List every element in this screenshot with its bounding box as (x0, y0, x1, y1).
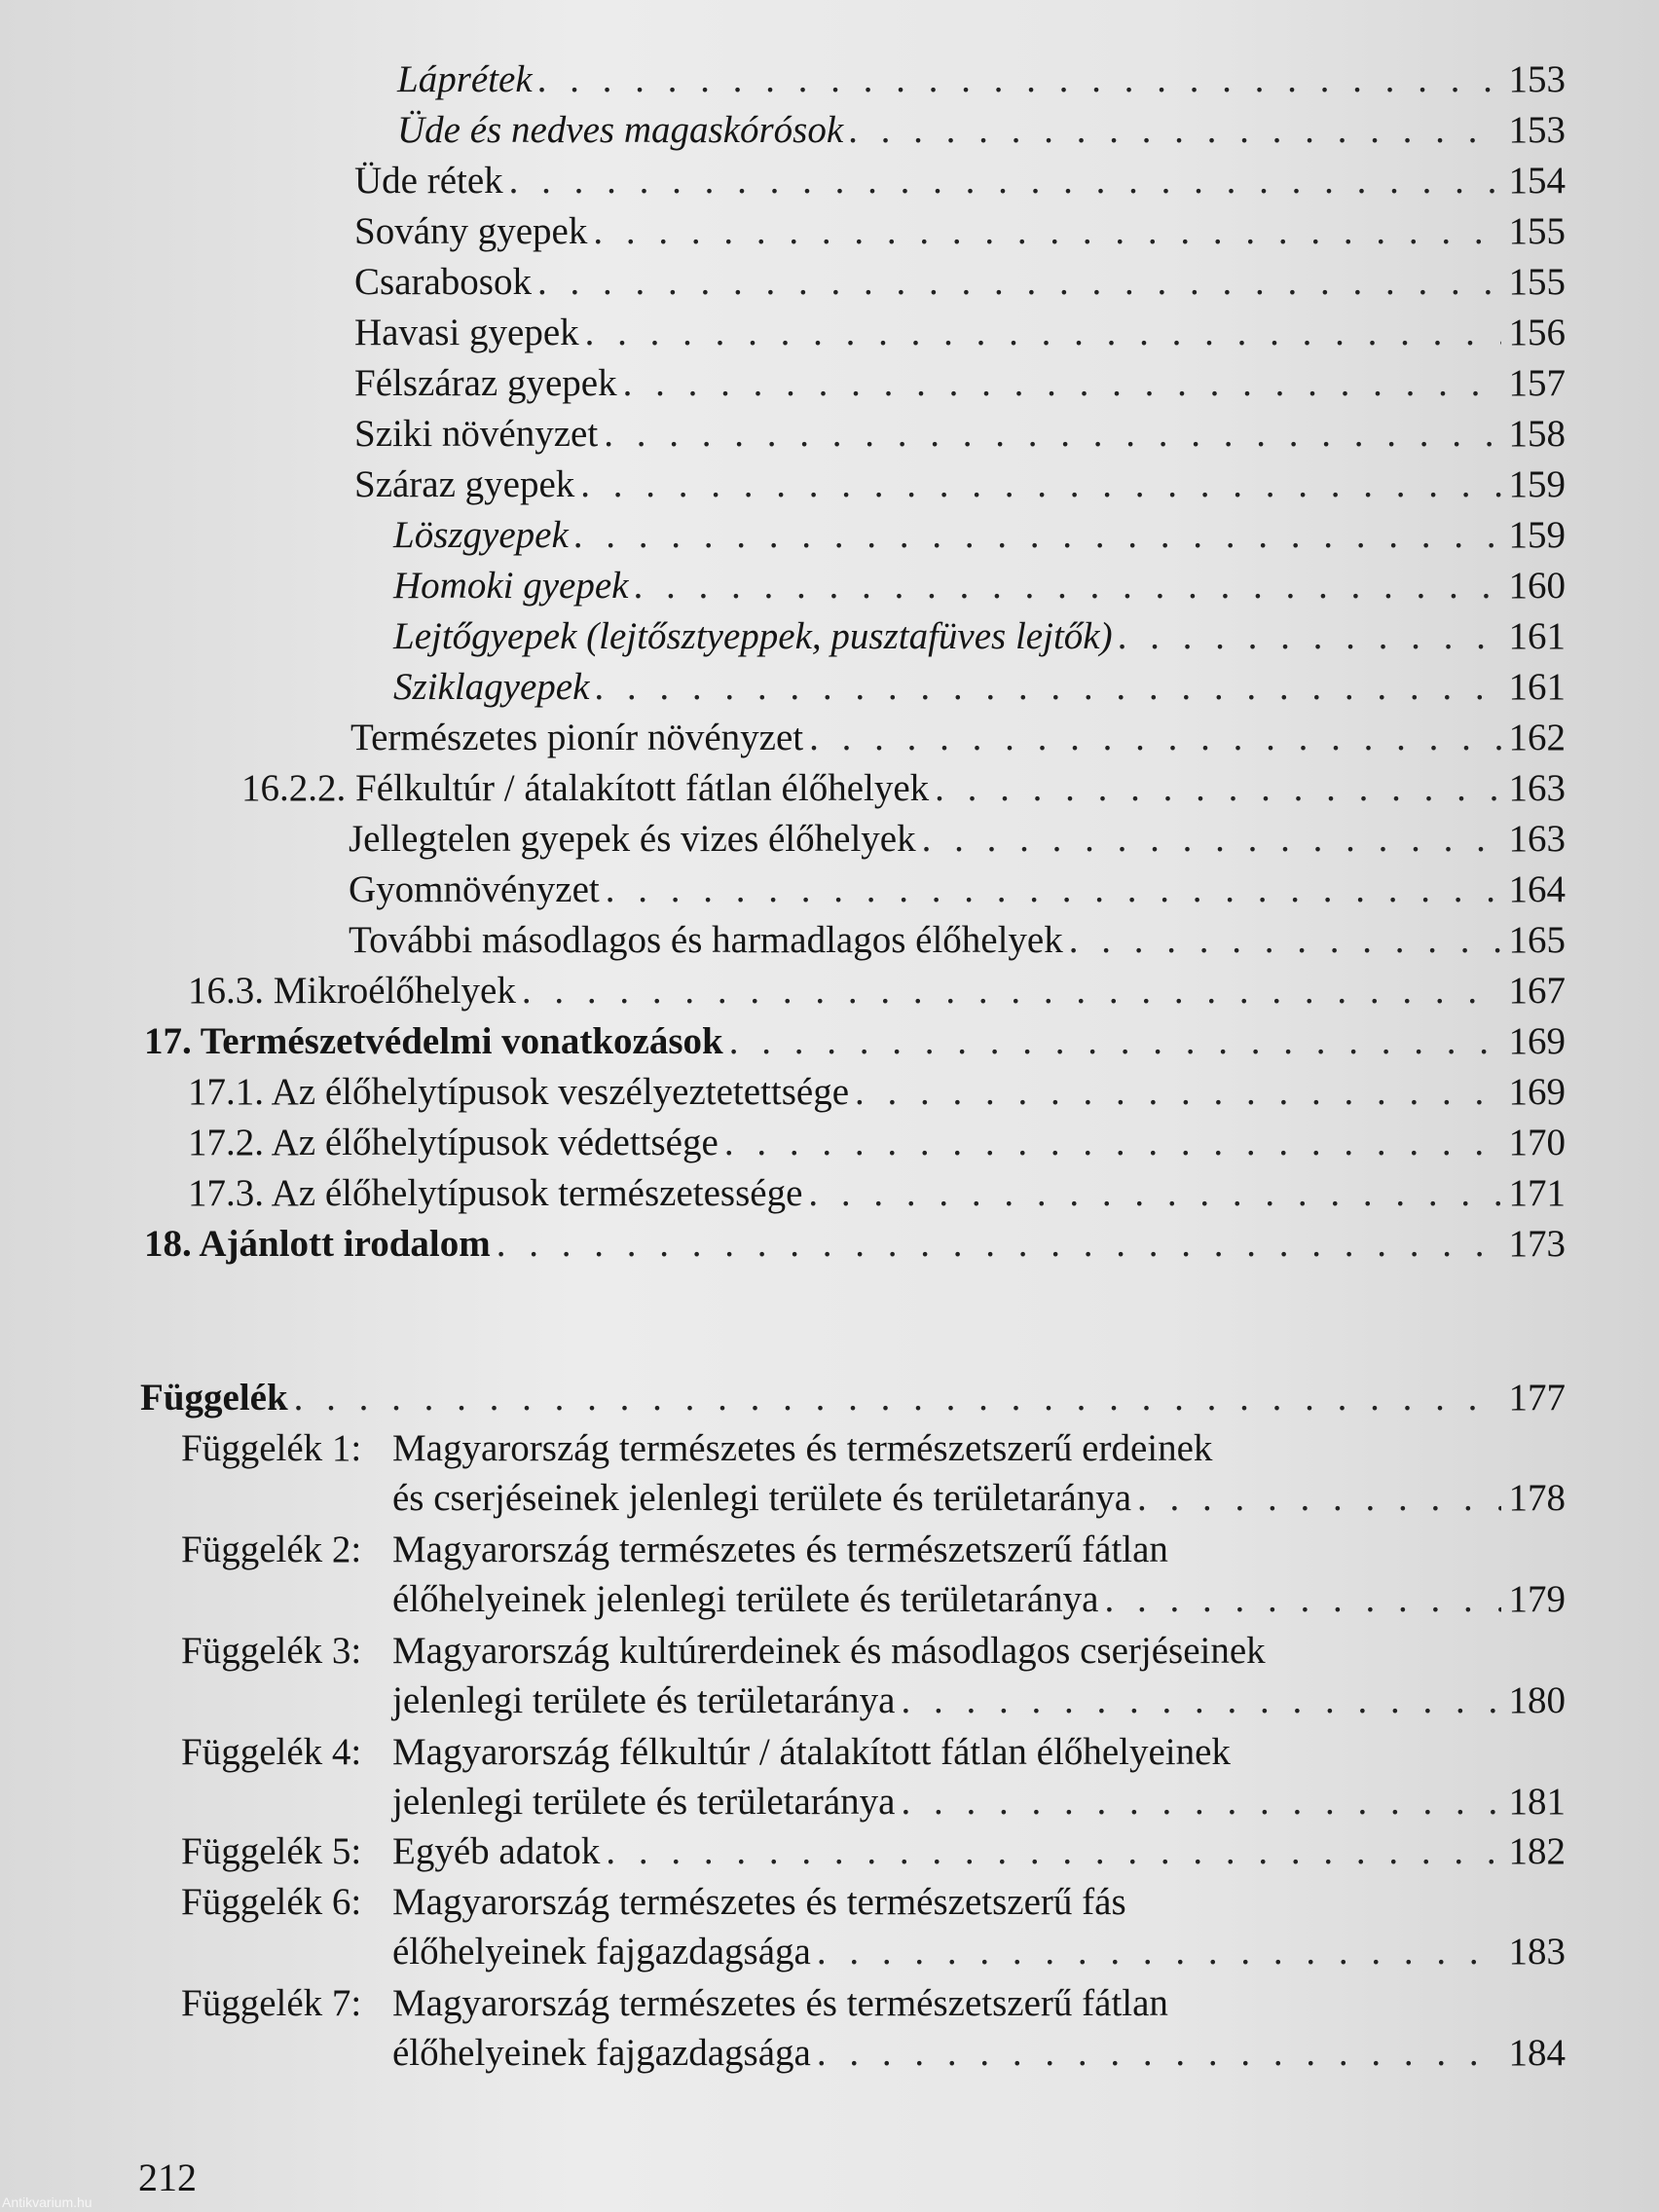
toc-entry-page: 164 (1508, 868, 1566, 910)
appendix-item (181, 1727, 1566, 1826)
appendix-title-line: jelenlegi területe és területaránya (392, 1781, 896, 1823)
appendix-title-line: és cserjéseinek jelenlegi területe és területaránya (392, 1477, 1132, 1519)
appendix-item (181, 1978, 1566, 2078)
toc-entry (350, 713, 1566, 762)
dot-leader (595, 662, 1501, 712)
dot-leader (817, 2028, 1501, 2078)
toc-entry-page: 161 (1508, 666, 1566, 708)
toc-entry-title: Havasi gyepek (354, 312, 579, 353)
toc-entry-page: 161 (1508, 615, 1566, 657)
toc-entry-title: Sziki növényzet (354, 413, 599, 455)
dot-leader (901, 1676, 1501, 1725)
dot-leader (808, 1168, 1501, 1218)
appendix-heading-title: Függelék (140, 1377, 288, 1419)
dot-leader (585, 308, 1501, 357)
toc-entry (393, 611, 1566, 661)
dot-leader (606, 865, 1501, 914)
toc-entry-title: További másodlagos és harmadlagos élőhelyek (349, 919, 1063, 961)
appendix-title-line: Magyarország természetes és természetszerű fátlan (392, 1982, 1168, 2024)
appendix-title-line: Magyarország természetes és természetszerű erdeinek (392, 1427, 1213, 1469)
appendix-page: 183 (1508, 1931, 1566, 1972)
toc-entry-page: 169 (1508, 1071, 1566, 1113)
toc-entry (354, 156, 1566, 205)
toc-entry-page: 163 (1508, 818, 1566, 860)
toc-entry (354, 257, 1566, 307)
toc-entry (349, 865, 1566, 914)
appendix-item (181, 1626, 1566, 1725)
toc-entry-page: 159 (1508, 463, 1566, 505)
toc-chapter (144, 1016, 1566, 1066)
dot-leader (1137, 1473, 1501, 1523)
toc-entry-title: Lejtőgyepek (lejtősztyeppek, pusztafüves lejtők) (393, 615, 1113, 657)
appendix-page: 178 (1508, 1477, 1566, 1519)
appendix-label: Függelék 4: (181, 1731, 362, 1773)
appendix-title-line: Magyarország kultúrerdeinek és másodlagos cserjéseinek (392, 1630, 1266, 1672)
toc-entry (349, 814, 1566, 864)
toc-entry-title: Üde rétek (354, 160, 503, 202)
dot-leader (1119, 611, 1501, 661)
dot-leader (901, 1777, 1501, 1826)
dot-leader (1104, 1574, 1501, 1624)
appendix-page: 184 (1508, 2032, 1566, 2074)
dot-leader (817, 1927, 1501, 1976)
appendix-label: Függelék 1: (181, 1427, 362, 1469)
toc-entry (349, 915, 1566, 965)
toc-entry-title: Láprétek (397, 58, 533, 100)
dot-leader (606, 1826, 1501, 1876)
toc-entry-page: 155 (1508, 210, 1566, 252)
dot-leader (724, 1118, 1501, 1167)
toc-entry-page: 173 (1508, 1223, 1566, 1265)
dot-leader (849, 105, 1501, 155)
toc-entry-title: Jellegtelen gyepek és vizes élőhelyek (349, 818, 916, 860)
appendix-title-line: élőhelyeinek fajgazdagsága (392, 2032, 811, 2074)
dot-leader (294, 1373, 1501, 1422)
dot-leader (593, 206, 1501, 256)
toc-entry-page: 156 (1508, 312, 1566, 353)
appendix-title-line: Magyarország természetes és természetszerű fátlan (392, 1529, 1168, 1570)
toc-entry (188, 1118, 1566, 1167)
toc-entry-title: 16.2.2. Félkultúr / átalakított fátlan élőhelyek (241, 767, 930, 809)
page-number: 212 (138, 2156, 197, 2199)
appendix-item (181, 1525, 1566, 1624)
dot-leader (634, 561, 1501, 610)
toc-entry-page: 159 (1508, 514, 1566, 556)
toc-entry-page: 171 (1508, 1172, 1566, 1214)
appendix-title-line: Magyarország félkultúr / átalakított fátlan élőhelyeinek (392, 1731, 1231, 1773)
appendix-heading (140, 1373, 1566, 1422)
toc-entry-page: 167 (1508, 970, 1566, 1012)
toc-entry-title: 17.2. Az élőhelytípusok védettsége (188, 1122, 719, 1163)
appendix-heading-page: 177 (1508, 1377, 1566, 1419)
appendix-item (181, 1826, 1566, 1876)
appendix-page: 182 (1508, 1830, 1566, 1872)
appendix-label: Függelék 6: (181, 1881, 362, 1923)
toc-entry-page: 163 (1508, 767, 1566, 809)
toc-entry (354, 460, 1566, 509)
dot-leader (729, 1016, 1501, 1066)
toc-entry (354, 206, 1566, 256)
dot-leader (537, 257, 1501, 307)
toc-entry-page: 160 (1508, 565, 1566, 607)
toc-entry (393, 561, 1566, 610)
toc-entry-title: 16.3. Mikroélőhelyek (188, 970, 516, 1012)
toc-entry-page: 155 (1508, 261, 1566, 303)
appendix-title-line: Magyarország természetes és természetszerű fás (392, 1881, 1126, 1923)
appendix-label: Függelék 7: (181, 1982, 362, 2024)
toc-entry-title: Csarabosok (354, 261, 532, 303)
appendix-page: 179 (1508, 1578, 1566, 1620)
toc-entry (393, 662, 1566, 712)
toc-chapter-title: 17. Természetvédelmi vonatkozások (144, 1020, 723, 1062)
dot-leader (922, 814, 1501, 864)
toc-entry-page: 169 (1508, 1020, 1566, 1062)
toc-entry (354, 358, 1566, 408)
dot-leader (809, 713, 1501, 762)
appendix-title-line: élőhelyeinek fajgazdagsága (392, 1931, 811, 1972)
toc-entry-title: Sovány gyepek (354, 210, 588, 252)
toc-entry (188, 1168, 1566, 1218)
dot-leader (497, 1219, 1501, 1269)
toc-entry-page: 154 (1508, 160, 1566, 202)
toc-entry-title: Gyomnövényzet (349, 868, 600, 910)
toc-entry (393, 510, 1566, 560)
toc-entry-title: Sziklagyepek (393, 666, 590, 708)
appendix-title-line: élőhelyeinek jelenlegi területe és területaránya (392, 1578, 1099, 1620)
dot-leader (855, 1067, 1501, 1117)
toc-entry-title: Száraz gyepek (354, 463, 575, 505)
toc-entry-page: 153 (1508, 58, 1566, 100)
dot-leader (574, 510, 1501, 560)
dot-leader (935, 763, 1501, 813)
toc-entry-title: Félszáraz gyepek (354, 362, 617, 404)
toc-entry-title: Homoki gyepek (393, 565, 629, 607)
toc-chapter (144, 1219, 1566, 1269)
dot-leader (580, 460, 1501, 509)
toc-entry-page: 158 (1508, 413, 1566, 455)
toc-entry-title: Üde és nedves magaskórósok (397, 109, 844, 151)
toc-entry-title: Löszgyepek (393, 514, 569, 556)
watermark: Antikvarium.hu (2, 2194, 92, 2210)
dot-leader (522, 966, 1501, 1015)
dot-leader (623, 358, 1501, 408)
dot-leader (538, 55, 1501, 104)
toc-entry (397, 55, 1566, 104)
toc-chapter-title: 18. Ajánlott irodalom (144, 1223, 491, 1265)
toc-entry-page: 157 (1508, 362, 1566, 404)
appendix-label: Függelék 2: (181, 1529, 362, 1570)
toc-entry (397, 105, 1566, 155)
appendix-page: 181 (1508, 1781, 1566, 1823)
toc-entry-page: 170 (1508, 1122, 1566, 1163)
appendix-title-line: jelenlegi területe és területaránya (392, 1679, 896, 1721)
toc-entry-page: 153 (1508, 109, 1566, 151)
appendix-title-line: Egyéb adatok (392, 1830, 601, 1872)
appendix-label: Függelék 5: (181, 1830, 362, 1872)
toc-entry (241, 763, 1566, 813)
dot-leader (1069, 915, 1501, 965)
appendix-item (181, 1877, 1566, 1976)
toc-entry-title: Természetes pionír növényzet (350, 717, 804, 758)
toc-entry (354, 409, 1566, 459)
dot-leader (509, 156, 1501, 205)
toc-entry-title: 17.3. Az élőhelytípusok természetessége (188, 1172, 803, 1214)
toc-entry (354, 308, 1566, 357)
appendix-item (181, 1423, 1566, 1523)
toc-entry-page: 165 (1508, 919, 1566, 961)
dot-leader (604, 409, 1501, 459)
toc-entry-title: 17.1. Az élőhelytípusok veszélyeztetettsége (188, 1071, 850, 1113)
appendix-label: Függelék 3: (181, 1630, 362, 1672)
appendix-page: 180 (1508, 1679, 1566, 1721)
toc-entry (188, 1067, 1566, 1117)
toc-entry (188, 966, 1566, 1015)
toc-entry-page: 162 (1508, 717, 1566, 758)
